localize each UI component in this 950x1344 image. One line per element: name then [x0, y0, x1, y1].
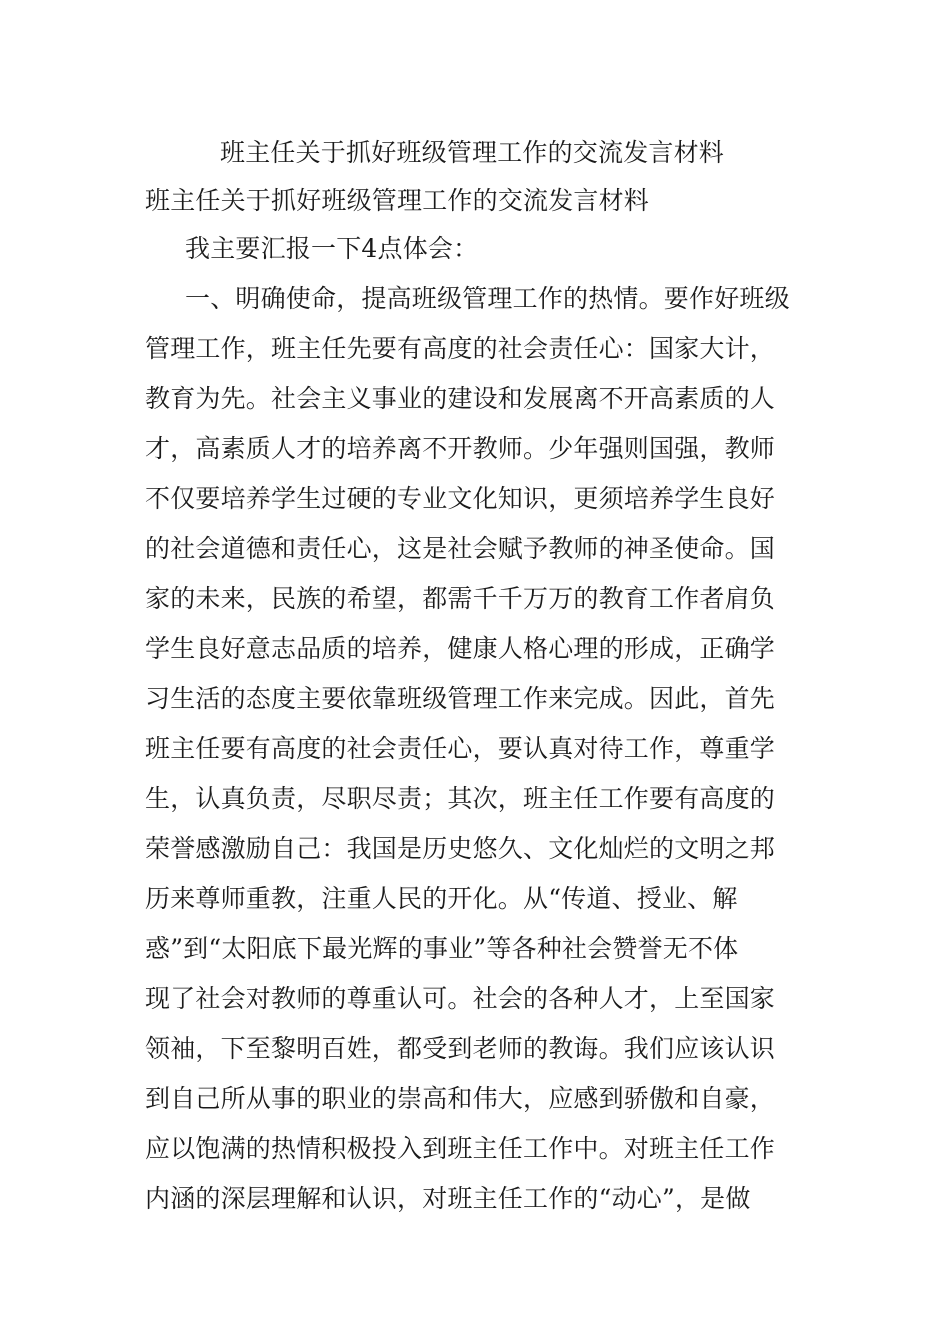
paragraph-line: 管理工作，班主任先要有高度的社会责任心：国家大计， [145, 334, 776, 363]
paragraph-line: 才，高素质人才的培养离不开教师。少年强则国强，教师 [145, 434, 776, 463]
paragraph-line: 惑”到“太阳底下最光辉的事业”等各种社会赞誉无不体 [145, 934, 739, 963]
paragraph-line: 应以饱满的热情积极投入到班主任工作中。对班主任工作 [145, 1134, 776, 1163]
paragraph-line: 历来尊师重教，注重人民的开化。从“传道、授业、解 [145, 884, 738, 913]
paragraph-line: 到自己所从事的职业的崇高和伟大，应感到骄傲和自豪， [145, 1084, 776, 1113]
paragraph-line: 学生良好意志品质的培养，健康人格心理的形成，正确学 [145, 634, 776, 663]
document-title: 班主任关于抓好班级管理工作的交流发言材料 [220, 138, 725, 167]
paragraph-line: 现了社会对教师的尊重认可。社会的各种人才，上至国家 [145, 984, 776, 1013]
paragraph-line: 一、明确使命，提高班级管理工作的热情。要作好班级 [185, 284, 790, 313]
paragraph-line: 荣誉感激励自己：我国是历史悠久、文化灿烂的文明之邦 [145, 834, 776, 863]
paragraph-line: 班主任要有高度的社会责任心，要认真对待工作，尊重学 [145, 734, 776, 763]
paragraph-line: 领袖，下至黎明百姓，都受到老师的教诲。我们应该认识 [145, 1034, 776, 1063]
paragraph-line: 习生活的态度主要依靠班级管理工作来完成。因此，首先 [145, 684, 776, 713]
intro-line: 我主要汇报一下4点体会： [185, 234, 479, 263]
paragraph-line: 生，认真负责，尽职尽责；其次，班主任工作要有高度的 [145, 784, 776, 813]
paragraph-line: 教育为先。社会主义事业的建设和发展离不开高素质的人 [145, 384, 776, 413]
document-title-repeat: 班主任关于抓好班级管理工作的交流发言材料 [145, 186, 650, 215]
paragraph-line: 内涵的深层理解和认识，对班主任工作的“动心”，是做 [145, 1184, 751, 1213]
paragraph-line: 不仅要培养学生过硬的专业文化知识，更须培养学生良好 [145, 484, 776, 513]
paragraph-line: 的社会道德和责任心，这是社会赋予教师的神圣使命。国 [145, 534, 776, 563]
paragraph-line: 家的未来，民族的希望，都需千千万万的教育工作者肩负 [145, 584, 776, 613]
